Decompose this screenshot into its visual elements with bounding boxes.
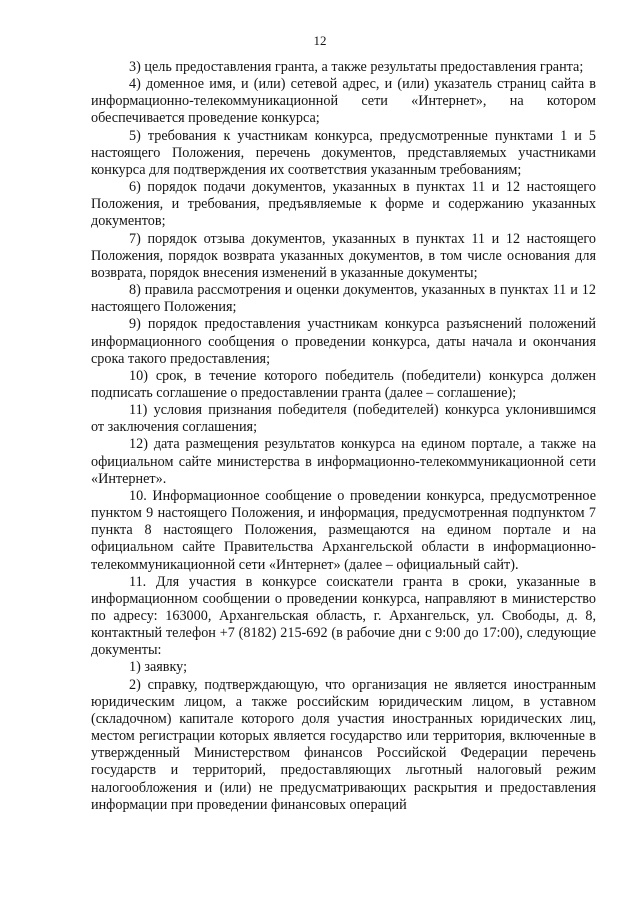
paragraph-item-5: 5) требования к участникам конкурса, предусмотренные пунктами 1 и 5 настоящего Положения, перечень документов, представляемых участниками конкурса для подтверждения их соответствия указанным требованиям; — [91, 127, 596, 178]
paragraph-section-11: 11. Для участия в конкурсе соискатели гранта в сроки, указанные в информационном сообщении о проведении конкурса, направляют в министерство по адресу: 163000, Архангельская область, г. Архангельск, ул. Свободы, д. 8, контактный телефон +7 (8182) 215-692 (в рабочие дни с 9:00 до 17:00), следующие документы: — [91, 573, 596, 659]
paragraph-item-12: 12) дата размещения результатов конкурса на едином портале, а также на официальном сайте министерства в информационно-телекоммуникационной сети «Интернет». — [91, 436, 596, 487]
paragraph-item-8: 8) правила рассмотрения и оценки документов, указанных в пунктах 11 и 12 настоящего Положения; — [91, 282, 596, 316]
paragraph-item-11: 11) условия признания победителя (победителей) конкурса уклонившимся от заключения соглашения; — [91, 402, 596, 436]
paragraph-item-6: 6) порядок подачи документов, указанных в пунктах 11 и 12 настоящего Положения, и требования, предъявляемые к форме и содержанию указанных документов; — [91, 179, 596, 230]
paragraph-item-4: 4) доменное имя, и (или) сетевой адрес, и (или) указатель страниц сайта в информационно-телекоммуникационной сети «Интернет», на котором обеспечивается проведение конкурса; — [91, 76, 596, 127]
paragraph-item-10: 10) срок, в течение которого победитель (победители) конкурса должен подписать соглашение о предоставлении гранта (далее – соглашение); — [91, 367, 596, 401]
paragraph-subitem-1: 1) заявку; — [129, 659, 188, 676]
paragraph-item-7: 7) порядок отзыва документов, указанных в пунктах 11 и 12 настоящего Положения, порядок возврата указанных документов, в том числе основания для возврата, порядок внесения изменений в указанные документы; — [91, 230, 596, 281]
paragraph-subitem-2: 2) справку, подтверждающую, что организация не является иностранным юридическим лицом, а также российским юридическим лицом, в уставном (складочном) капитале которого доля участия иностранных юридических лиц, местом регистрации которых является государство или территория, включенные в утвержденный Министерством финансов Российской Федерации перечень государств и территорий, предоставляющих льготный налоговый режим налогообложения и (или) не предусматривающих раскрытия и предоставления информации при проведении финансовых операций — [91, 676, 596, 813]
paragraph-item-3: 3) цель предоставления гранта, а также результаты предоставления гранта; — [129, 59, 584, 75]
document-body — [91, 59, 596, 814]
paragraph-section-10: 10. Информационное сообщение о проведении конкурса, предусмотренное пунктом 9 настоящего Положения, и информация, предусмотренная подпунктом 7 пункта 8 настоящего Положения, размещаются на едином портале и на официальном сайте Правительства Архангельской области в информационно-телекоммуникационной сети «Интернет» (далее – официальный сайт). — [91, 487, 596, 573]
paragraph-item-9: 9) порядок предоставления участникам конкурса разъяснений положений информационного сообщения о проведении конкурса, даты начала и окончания срока такого предоставления; — [91, 316, 596, 367]
page-number: 12 — [313, 33, 327, 48]
